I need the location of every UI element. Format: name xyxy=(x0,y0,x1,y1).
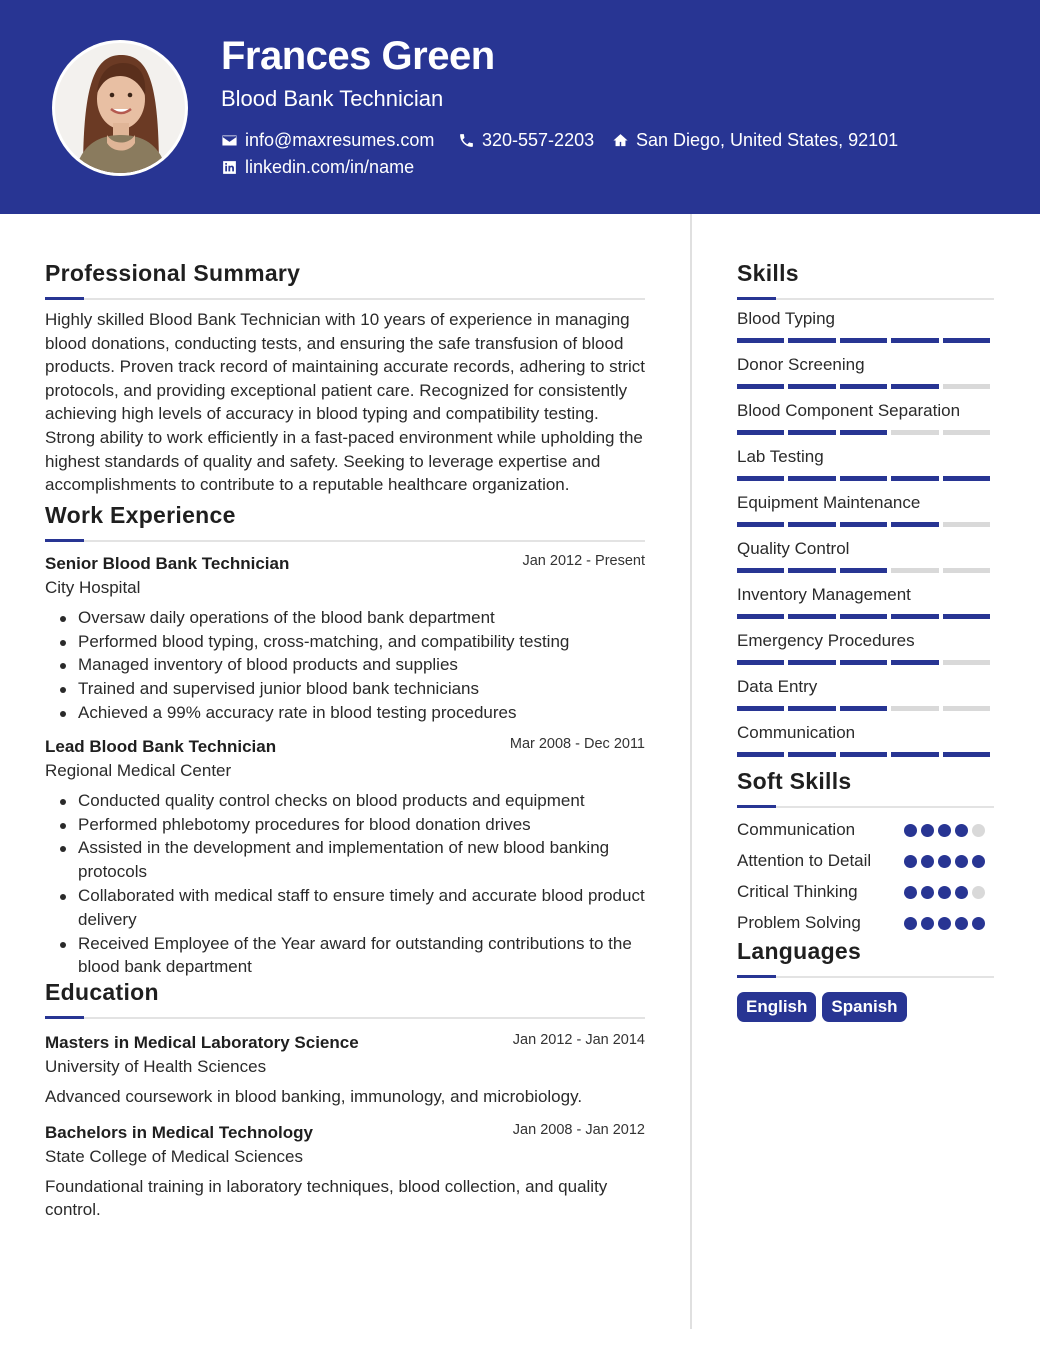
soft-skill-rating xyxy=(904,911,994,934)
soft-skill-name: Problem Solving xyxy=(737,913,861,932)
soft-skill-item xyxy=(737,849,994,872)
skill-name: Data Entry xyxy=(737,677,818,696)
skill-level-segment xyxy=(737,430,784,435)
home-icon xyxy=(612,132,629,149)
list-item: Performed phlebotomy procedures for blood donation drives xyxy=(45,813,645,837)
skill-level-segment xyxy=(737,384,784,389)
summary-text: Highly skilled Blood Bank Technician with 10 years of experience in managing blood donations, conducting tests, and ensuring the safe transfusion of blood products. Proven track record of maintaining accurate records, adhering to strict protocols, and providing exceptional patient care. Recognized for consistently achieving high levels of accuracy in blood typing and compatibility testing. Strong ability to work efficiently in a fast-paced environment while upholding the highest standards of quality and safety. Seeking to leverage expertise and accomplishments to contribute to a reputable healthcare organization. xyxy=(45,310,646,495)
skill-item xyxy=(737,722,994,757)
job-date: Mar 2008 - Dec 2011 xyxy=(509,735,645,752)
list-item: Collaborated with medical staff to ensure timely and accurate blood product delivery xyxy=(45,884,645,932)
skill-level-segment xyxy=(891,614,938,619)
job-title: Senior Blood Bank Technician xyxy=(45,553,290,573)
main-column xyxy=(45,258,645,1232)
skill-level-segment xyxy=(737,568,784,573)
education-entry xyxy=(45,1031,645,1109)
job-bullets xyxy=(45,606,645,725)
skill-level-bar xyxy=(737,568,994,573)
skill-item xyxy=(737,308,994,343)
skill-level-segment xyxy=(788,660,835,665)
soft-skill-item xyxy=(737,880,994,903)
skill-name: Blood Typing xyxy=(737,309,835,328)
avatar-illustration xyxy=(55,43,185,173)
skill-level-segment xyxy=(943,752,990,757)
heading-accent xyxy=(737,975,776,978)
rating-dot xyxy=(938,886,951,899)
skill-level-segment xyxy=(840,752,887,757)
skill-name: Emergency Procedures xyxy=(737,631,915,650)
skills-heading xyxy=(737,258,994,300)
list-item: Conducted quality control checks on blood products and equipment xyxy=(45,789,645,813)
job-entry xyxy=(45,552,645,725)
rating-dot xyxy=(904,855,917,868)
rating-dot xyxy=(938,855,951,868)
languages-heading xyxy=(737,936,994,978)
rating-dot xyxy=(972,886,985,899)
list-item: Performed blood typing, cross-matching, and compatibility testing xyxy=(45,630,645,654)
skill-item xyxy=(737,354,994,389)
skill-name: Equipment Maintenance xyxy=(737,493,921,512)
section-title: Professional Summary xyxy=(45,260,301,286)
soft-skill-rating xyxy=(904,849,994,872)
candidate-name: Frances Green xyxy=(221,34,495,78)
section-title: Languages xyxy=(737,938,862,964)
heading-accent xyxy=(45,1016,84,1019)
skill-level-bar xyxy=(737,522,994,527)
skill-name: Communication xyxy=(737,723,856,742)
list-item: Managed inventory of blood products and supplies xyxy=(45,653,645,677)
skill-level-segment xyxy=(788,338,835,343)
skill-level-segment xyxy=(891,660,938,665)
skill-level-bar xyxy=(737,614,994,619)
degree-title: Bachelors in Medical Technology xyxy=(45,1122,313,1142)
heading-accent xyxy=(45,297,84,300)
rating-dot xyxy=(955,886,968,899)
rating-dot xyxy=(972,855,985,868)
school-name: University of Health Sciences xyxy=(45,1057,267,1077)
skill-item xyxy=(737,630,994,665)
skill-level-segment xyxy=(943,338,990,343)
skill-level-segment xyxy=(943,568,990,573)
list-item: Achieved a 99% accuracy rate in blood testing procedures xyxy=(45,701,645,725)
skill-level-segment xyxy=(891,476,938,481)
section-title: Education xyxy=(45,979,159,1006)
email-text: info@maxresumes.com xyxy=(245,130,435,150)
skill-level-segment xyxy=(788,476,835,481)
skill-level-segment xyxy=(943,476,990,481)
section-title: Skills xyxy=(737,260,799,286)
skill-level-segment xyxy=(788,384,835,389)
soft-skill-name: Critical Thinking xyxy=(737,882,858,901)
section-title: Work Experience xyxy=(45,501,236,528)
skill-level-segment xyxy=(943,522,990,527)
location-text: San Diego, United States, 92101 xyxy=(636,130,899,150)
skill-item xyxy=(737,584,994,619)
skill-level-segment xyxy=(840,338,887,343)
envelope-icon xyxy=(221,132,238,149)
skill-level-segment xyxy=(788,706,835,711)
soft-skill-rating xyxy=(904,880,994,903)
skill-level-segment xyxy=(737,752,784,757)
skill-level-bar xyxy=(737,706,994,711)
soft-skill-item xyxy=(737,911,994,934)
rating-dot xyxy=(904,917,917,930)
contact-linkedin[interactable] xyxy=(221,157,414,178)
rating-dot xyxy=(904,824,917,837)
skill-level-segment xyxy=(788,614,835,619)
rating-dot xyxy=(904,886,917,899)
rating-dot xyxy=(955,917,968,930)
skill-level-segment xyxy=(840,476,887,481)
language-badge: English xyxy=(737,992,816,1022)
skills-list xyxy=(737,308,994,757)
skill-item xyxy=(737,676,994,711)
contact-email[interactable] xyxy=(221,130,434,151)
profile-photo xyxy=(52,40,188,176)
skill-level-segment xyxy=(840,706,887,711)
job-org: City Hospital xyxy=(45,577,141,597)
job-org: Regional Medical Center xyxy=(45,760,232,780)
rating-dot xyxy=(921,855,934,868)
heading-accent xyxy=(737,805,776,808)
skill-level-segment xyxy=(891,430,938,435)
skill-item xyxy=(737,400,994,435)
education-description: Foundational training in laboratory techniques, blood collection, and quality control. xyxy=(45,1176,608,1220)
skill-level-segment xyxy=(788,430,835,435)
skill-level-segment xyxy=(840,384,887,389)
skill-level-segment xyxy=(840,614,887,619)
job-bullets xyxy=(45,789,645,979)
skill-level-segment xyxy=(943,384,990,389)
skill-level-segment xyxy=(891,752,938,757)
skill-level-segment xyxy=(788,752,835,757)
list-item: Received Employee of the Year award for outstanding contributions to the blood bank department xyxy=(45,932,645,980)
education-date: Jan 2008 - Jan 2012 xyxy=(512,1121,645,1138)
skill-name: Lab Testing xyxy=(737,447,824,466)
skill-level-segment xyxy=(840,522,887,527)
rating-dot xyxy=(938,824,951,837)
skill-level-bar xyxy=(737,476,994,481)
skill-level-segment xyxy=(737,522,784,527)
job-date: Jan 2012 - Present xyxy=(522,552,645,569)
rating-dot xyxy=(921,824,934,837)
skill-item xyxy=(737,446,994,481)
skill-level-bar xyxy=(737,384,994,389)
rating-dot xyxy=(972,824,985,837)
education-description: Advanced coursework in blood banking, immunology, and microbiology. xyxy=(45,1087,583,1107)
skill-level-segment xyxy=(788,522,835,527)
skill-level-bar xyxy=(737,338,994,343)
contact-phone[interactable] xyxy=(458,130,594,151)
rating-dot xyxy=(938,917,951,930)
column-divider xyxy=(690,214,692,1329)
skill-level-segment xyxy=(737,338,784,343)
job-entry xyxy=(45,735,645,979)
soft-skill-name: Attention to Detail xyxy=(737,851,872,870)
skill-level-segment xyxy=(943,660,990,665)
soft-skill-name: Communication xyxy=(737,820,856,839)
skill-level-segment xyxy=(737,660,784,665)
skill-name: Donor Screening xyxy=(737,355,865,374)
skill-level-segment xyxy=(891,338,938,343)
list-item: Trained and supervised junior blood bank technicians xyxy=(45,677,645,701)
skill-level-bar xyxy=(737,430,994,435)
skill-level-segment xyxy=(891,568,938,573)
skill-level-segment xyxy=(788,568,835,573)
linkedin-text: linkedin.com/in/name xyxy=(245,157,415,177)
skill-level-bar xyxy=(737,752,994,757)
skill-level-segment xyxy=(943,430,990,435)
rating-dot xyxy=(955,824,968,837)
skill-level-segment xyxy=(943,614,990,619)
education-date: Jan 2012 - Jan 2014 xyxy=(512,1032,645,1049)
skill-level-bar xyxy=(737,660,994,665)
skill-level-segment xyxy=(840,660,887,665)
soft-skills-list xyxy=(737,818,994,934)
skill-item xyxy=(737,538,994,573)
language-badge: Spanish xyxy=(822,992,906,1022)
contact-location xyxy=(612,130,898,151)
list-item: Oversaw daily operations of the blood bank department xyxy=(45,606,645,630)
education-heading xyxy=(45,977,645,1019)
skill-level-segment xyxy=(737,476,784,481)
phone-text: 320-557-2203 xyxy=(482,130,595,150)
education-entry xyxy=(45,1121,645,1222)
job-title: Lead Blood Bank Technician xyxy=(45,736,277,756)
skill-level-segment xyxy=(943,706,990,711)
skill-name: Blood Component Separation xyxy=(737,401,961,420)
skill-level-segment xyxy=(891,384,938,389)
skill-level-segment xyxy=(840,430,887,435)
resume-header xyxy=(0,0,1040,214)
languages-list xyxy=(737,992,994,1022)
skill-level-segment xyxy=(737,614,784,619)
sidebar-column xyxy=(737,258,994,1022)
linkedin-icon xyxy=(221,159,238,176)
rating-dot xyxy=(972,917,985,930)
skill-item xyxy=(737,492,994,527)
section-title: Soft Skills xyxy=(737,768,852,794)
soft-skill-rating xyxy=(904,818,994,841)
skill-level-segment xyxy=(891,706,938,711)
soft-skill-item xyxy=(737,818,994,841)
list-item: Assisted in the development and implementation of new blood banking protocols xyxy=(45,836,645,884)
skill-level-segment xyxy=(891,522,938,527)
experience-heading xyxy=(45,500,645,542)
skill-name: Quality Control xyxy=(737,539,850,558)
heading-accent xyxy=(737,297,776,300)
skill-name: Inventory Management xyxy=(737,585,911,604)
rating-dot xyxy=(921,886,934,899)
rating-dot xyxy=(921,917,934,930)
rating-dot xyxy=(955,855,968,868)
summary-heading xyxy=(45,258,645,300)
soft-skills-heading xyxy=(737,766,994,808)
heading-accent xyxy=(45,539,84,542)
phone-icon xyxy=(458,132,475,149)
skill-level-segment xyxy=(737,706,784,711)
school-name: State College of Medical Sciences xyxy=(45,1146,303,1166)
degree-title: Masters in Medical Laboratory Science xyxy=(45,1033,359,1053)
skill-level-segment xyxy=(840,568,887,573)
candidate-title: Blood Bank Technician xyxy=(221,86,444,111)
